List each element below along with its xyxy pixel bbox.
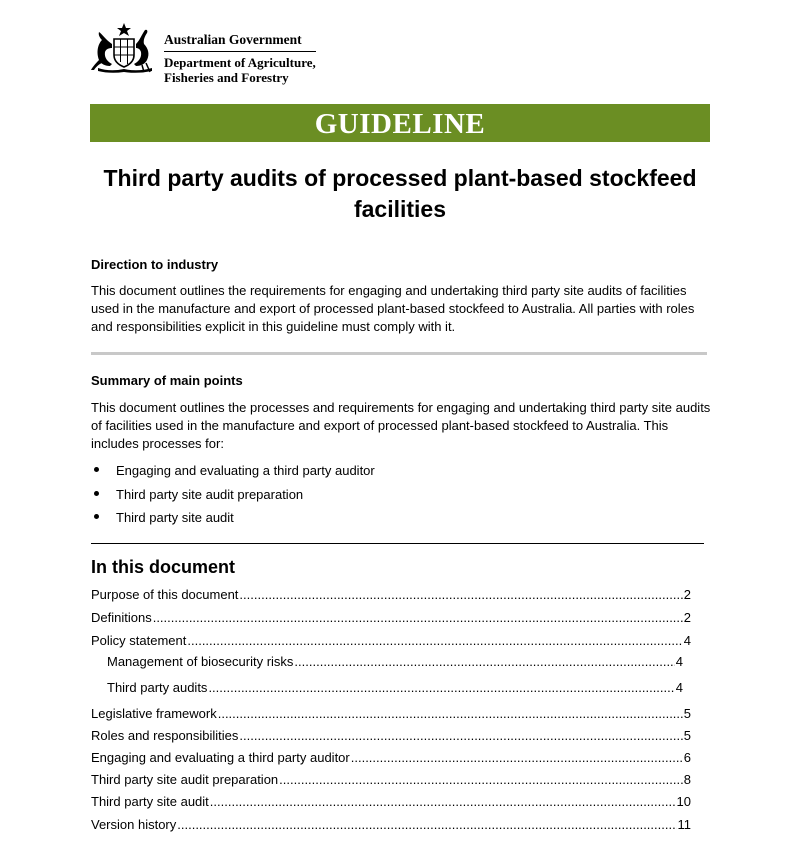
direction-text: This document outlines the requirements for engaging and undertaking third party site audits of facilities used in the manufacture and export of processed plant-based stockfeed to Australia. All parties with roles and responsibilities explicit in this guideline must comply with it. xyxy=(91,283,695,334)
toc-entry-page: 11 xyxy=(677,817,691,832)
toc-entry-page: 2 xyxy=(683,610,691,625)
toc-entry-label: Engaging and evaluating a third party auditor xyxy=(91,750,350,765)
toc-leader xyxy=(294,653,674,671)
toc-entry-label: Definitions xyxy=(91,610,152,625)
summary-text: This document outlines the processes and requirements for engaging and undertaking third party site audits of facilities used in the manufacture and export of processed plant-based stockfeed to Australia. This includes processes for: xyxy=(91,400,711,451)
summary-bullet-list xyxy=(91,459,691,530)
bullet-text: Third party site audit xyxy=(116,510,234,525)
department-name-line1: Department of Agriculture, xyxy=(164,55,316,70)
toc-entry-biosecurity-risks[interactable] xyxy=(107,653,683,671)
list-item xyxy=(91,483,691,507)
toc-heading: In this document xyxy=(91,557,235,577)
government-name: Australian Government xyxy=(164,32,316,52)
toc-entry-label: Purpose of this document xyxy=(91,587,239,602)
toc-entry-third-party-audits[interactable] xyxy=(107,679,683,697)
toc-entry-label: Third party site audit xyxy=(91,794,209,809)
toc-entry-version-history[interactable] xyxy=(91,816,691,834)
toc-entry-page: 5 xyxy=(683,728,691,743)
toc-entry-page: 4 xyxy=(675,680,683,695)
toc-entry-roles[interactable] xyxy=(91,727,691,745)
toc-leader xyxy=(208,679,674,697)
toc-leader xyxy=(239,586,682,604)
toc-entry-audit-preparation[interactable] xyxy=(91,771,691,789)
toc-leader xyxy=(239,727,682,745)
toc-entry-purpose[interactable] xyxy=(91,586,691,604)
toc-leader xyxy=(177,816,676,834)
toc-leader xyxy=(153,609,683,627)
toc-entry-page: 6 xyxy=(683,750,691,765)
guideline-banner: GUIDELINE xyxy=(90,104,710,142)
toc-leader xyxy=(351,749,683,767)
toc-leader xyxy=(279,771,683,789)
coat-of-arms-icon xyxy=(90,22,158,74)
toc-entry-label: Legislative framework xyxy=(91,706,217,721)
list-item xyxy=(91,459,691,483)
toc-entry-label: Roles and responsibilities xyxy=(91,728,239,743)
agency-header xyxy=(90,20,330,90)
toc-entry-label: Third party audits xyxy=(107,680,208,695)
section-divider xyxy=(91,352,707,355)
toc-entry-page: 4 xyxy=(675,654,683,669)
toc-entry-page: 4 xyxy=(683,633,691,648)
toc-entry-definitions[interactable] xyxy=(91,609,691,627)
document-title: Third party audits of processed plant-based stockfeed facilities xyxy=(103,165,697,222)
toc-entry-label: Management of biosecurity risks xyxy=(107,654,294,669)
list-item xyxy=(91,506,691,530)
toc-entry-label: Version history xyxy=(91,817,177,832)
summary-heading: Summary of main points xyxy=(91,373,243,388)
toc-divider xyxy=(91,543,704,544)
direction-heading: Direction to industry xyxy=(91,257,219,272)
toc-entry-label: Third party site audit preparation xyxy=(91,772,279,787)
toc-entry-page: 8 xyxy=(683,772,691,787)
bullet-icon xyxy=(94,514,99,519)
department-name-line2: Fisheries and Forestry xyxy=(164,70,289,85)
toc-entry-page: 10 xyxy=(676,794,691,809)
bullet-icon xyxy=(94,467,99,472)
toc-leader xyxy=(218,705,683,723)
toc-entry-label: Policy statement xyxy=(91,633,187,648)
bullet-text: Third party site audit preparation xyxy=(116,486,304,502)
toc-entry-page: 2 xyxy=(683,587,691,602)
bullet-text: Engaging and evaluating a third party auditor xyxy=(116,463,375,478)
bullet-icon xyxy=(94,491,99,496)
agency-name xyxy=(164,32,316,85)
toc-entry-page: 5 xyxy=(683,706,691,721)
toc-entry-engaging-auditor[interactable] xyxy=(91,749,691,767)
toc-entry-policy-statement[interactable] xyxy=(91,632,691,650)
toc-leader xyxy=(187,632,682,650)
toc-leader xyxy=(210,793,676,811)
toc-entry-site-audit[interactable] xyxy=(91,793,691,811)
toc-entry-legislative-framework[interactable] xyxy=(91,705,691,723)
